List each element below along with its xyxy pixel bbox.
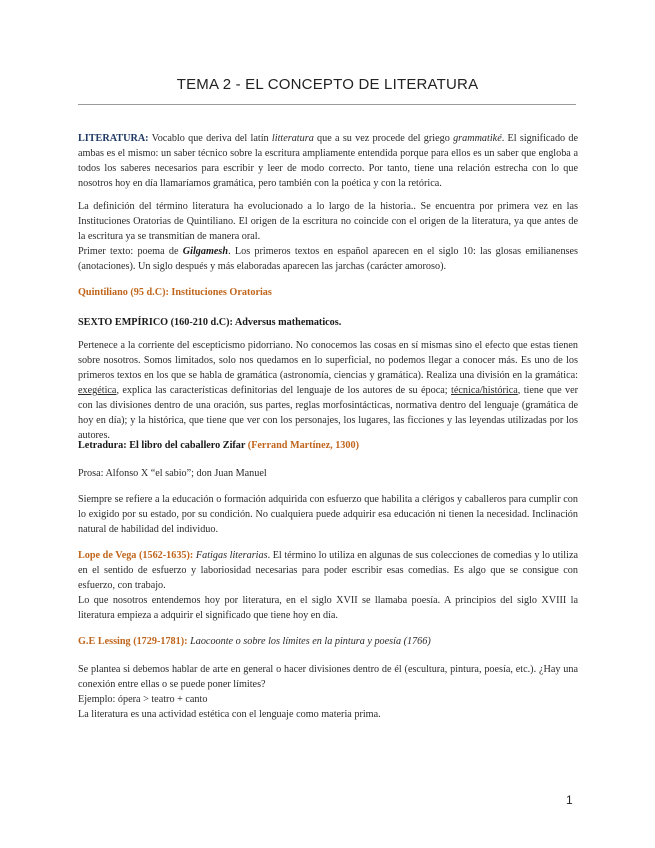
paragraph-lope-de-vega: Lope de Vega (1562-1635): Fatigas literarias. El término lo utiliza en algunas de sus colecciones de comedias y lo utiliza en el sentido de esfuerzo y laboriosidad necesarias para poder escribir esas comedias. Es algo que se consigue con esfuerzo, con trabajo. Lo que nosotros entendemos hoy por literatura, en el siglo XVII se llamaba poesía. A principios del siglo XVIII la literatura empieza a adquirir el significado que tiene hoy en día. [78, 550, 578, 621]
paragraph-lessing: Se plantea si debemos hablar de arte en general o hacer divisiones dentro de él (escultura, pintura, poesía, etc.). ¿Hay una conexión entre ellas o se puede poner límites? Ejemplo: ópera > teatro + canto La literatura es una actividad estética con el lenguaje como materia prima. [78, 664, 578, 720]
paragraph-sexto: Pertenece a la corriente del escepticismo pidorriano. No conocemos las cosas en sí mismas sino el efecto que estas tienen sobre nosotros. Somos limitados, solo nos quedamos en lo superficial, no podemos llegar a conocer más. Es uno de los primeros textos en los que se habla de gramática (astronomía, ciencias y gramática). Realiza una división en la gramática: exegética, explica las características definitorias del lenguaje de los autores de su época; técnica/histórica, tiene que ver con las divisiones dentro de una oración, sus partes, reglas morfosintácticas, normativa dentro del lenguaje (gramática de hoy en día); y la histórica, que tiene que ver con los personajes, los lugares, las ficciones y las leyendas utilizadas por los autores. [78, 340, 579, 441]
heading-letradura: Letradura: El libro del caballero Zifar (Ferrand Martínez, 1300) [78, 440, 359, 451]
line-prosa: Prosa: Alfonso X “el sabio”; don Juan Manuel [78, 468, 267, 479]
paragraph-literatura: LITERATURA: Vocablo que deriva del latín litteratura que a su vez procede del griego grammatiké. El significado de ambas es el mismo: un saber técnico sobre la escritura ampliamente entendida porque para ellos es un saber que engloba a todos los saberes necesarios para escribir y leer de modo correcto. Por tanto, tiene una relación estrecha con lo que nosotros hoy en día llamaríamos gramática, pero también con la poética y con la retórica. [78, 133, 579, 189]
heading-lessing: G.E Lessing (1729-1781): Laocoonte o sobre los límites en la pintura y poesía (1766) [78, 636, 431, 647]
author-label: Lope de Vega (1562-1635): [78, 550, 194, 561]
paragraph-educacion: Siempre se refiere a la educación o formación adquirida con esfuerzo que habilita a clérigos y caballeros para cumplir con lo exigido por su estado, por su condición. No cualquiera puede adquirir esa educación ni tienen la necesidad. Inclinación natural de habilidad del individuo. [78, 494, 578, 535]
page-number: 1 [566, 793, 573, 807]
term-label: LITERATURA: [78, 133, 149, 144]
paragraph-definicion: La definición del término literatura ha evolucionado a lo largo de la historia.. Se encuentra por primera vez en las Instituciones Oratorias de Quintiliano. El origen de la escritura no coincide con el origen de la literatura, ya que antes de la escritura ya se transmitían de manera oral. Primer texto: poema de Gilgamesh. Los primeros textos en español aparecen en el siglo 10: las glosas emilianenses (anotaciones). Un siglo después y más elaboradas aparecen las jarchas (carácter amoroso). [78, 201, 578, 272]
heading-sexto-empirico: SEXTO EMPÍRICO (160-210 d.C): Adversus mathematicos. [78, 317, 342, 328]
heading-quintiliano: Quintiliano (95 d.C): Instituciones Oratorias [78, 287, 272, 298]
page-title: TEMA 2 - EL CONCEPTO DE LITERATURA [176, 76, 479, 93]
title-divider [78, 104, 576, 105]
